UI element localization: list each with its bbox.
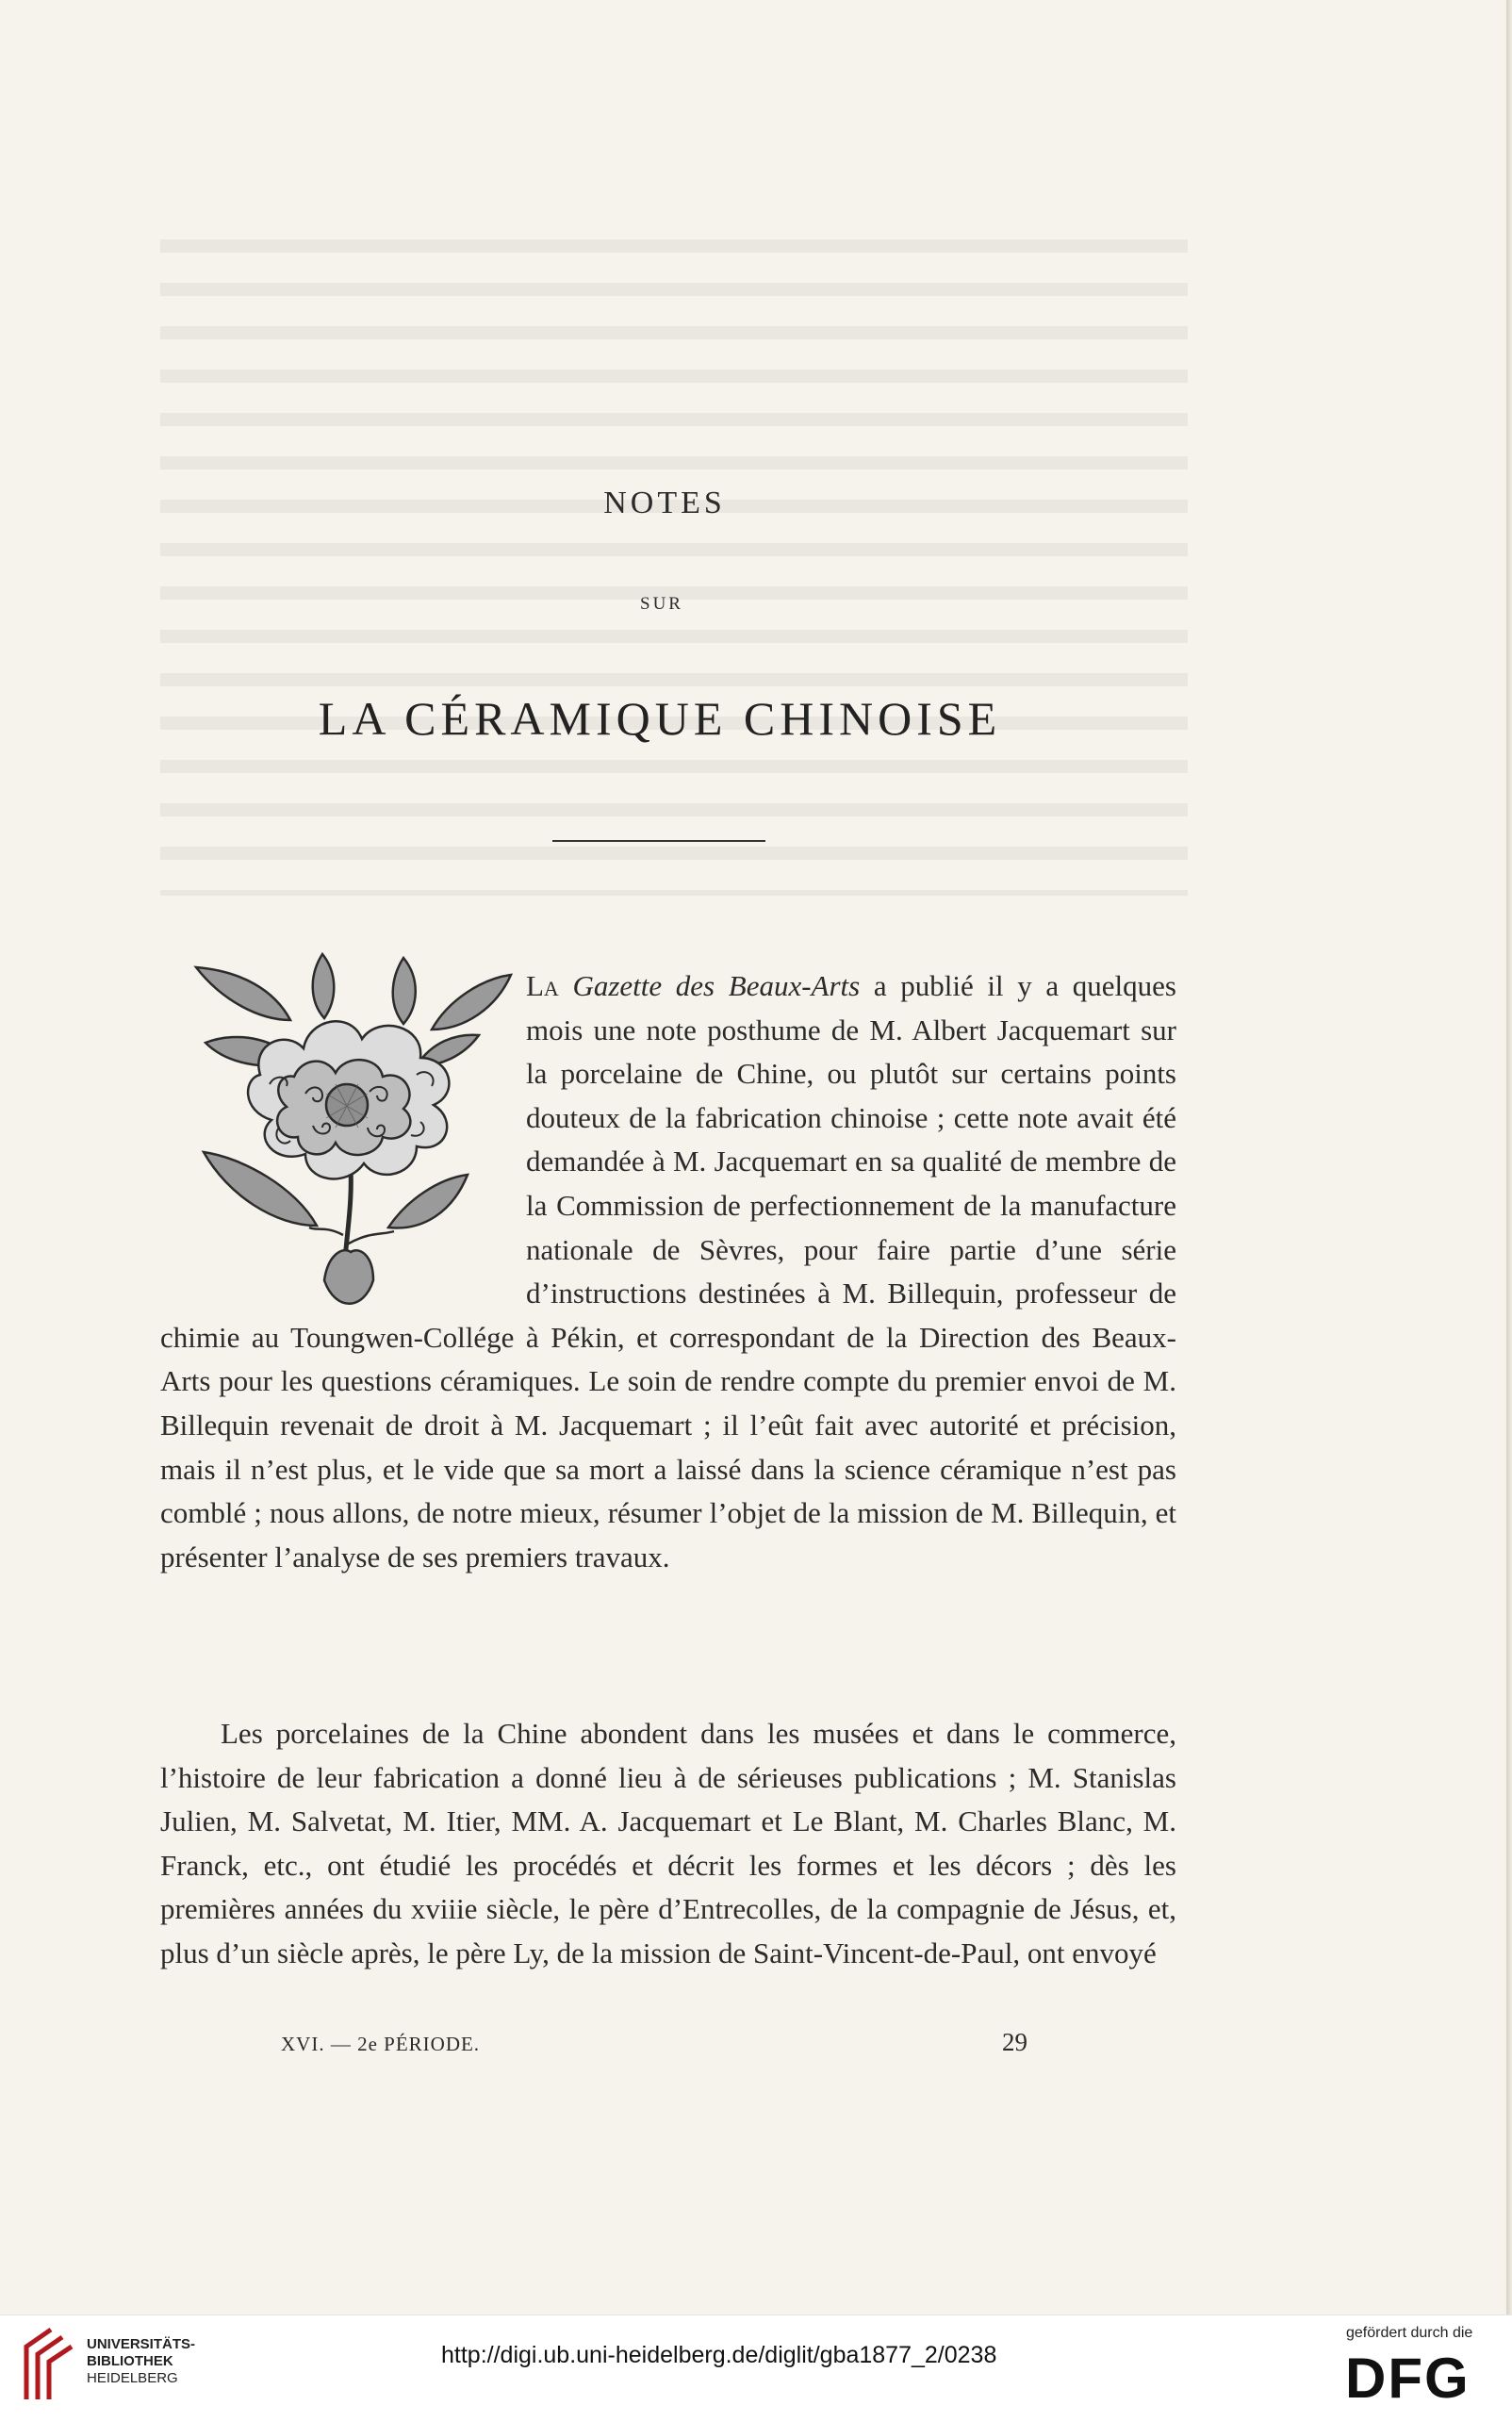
page-title: LA CÉRAMIQUE CHINOISE	[318, 692, 1002, 745]
dfg-logo: DFG	[1345, 2347, 1471, 2410]
journal-title: Gazette des Beaux-Arts	[572, 969, 861, 1002]
library-logo-icon	[17, 2324, 75, 2405]
volume-footer: XVI. — 2e PÉRIODE.	[281, 2033, 481, 2055]
paragraph-intro	[160, 964, 1176, 1579]
dropcap-word: La	[526, 969, 559, 1002]
title-notes: NOTES	[603, 486, 726, 520]
page-edge	[1506, 0, 1512, 2315]
title-rule	[552, 840, 765, 842]
bleed-through-texture	[160, 217, 1188, 896]
page-number: 29	[1002, 2028, 1027, 2056]
dfg-caption: gefördert durch die	[1346, 2325, 1473, 2341]
title-sur: SUR	[640, 594, 683, 614]
paragraph-second: Les porcelaines de la Chine abondent dans les musées et dans le commerce, l’histoire de leur fabrication a donné lieu à de sérieuses publications ; M. Stanislas Julien, M. Salvetat, M. Itier, MM. A. Jacquemart et Le Blant, M. Charles Blanc, M. Franck, etc., ont étudié les procédés et décrit les formes et les décors ; dès les premières années du xviiie siècle, le père d’Entrecolles, de la compagnie de Jésus, et, plus d’un siècle après, le père Ly, de la mission de Saint-Vincent-de-Paul, ont envoyé	[160, 1717, 1176, 1969]
source-url-link[interactable]: http://digi.ub.uni-heidelberg.de/diglit/gba1877_2/0238	[441, 2342, 997, 2368]
library-name	[87, 2336, 195, 2387]
paragraph-intro-text: a publié il y a quelques mois une note posthume de M. Albert Jacquemart sur la porcelaine de Chine, ou plutôt sur certains points douteux de la fabrication chinoise ; cette note avait été demandée à M. Jacquemart en sa qualité de membre de la Commission de perfectionnement de la manufacture nationale de Sèvres, pour faire partie d’une série d’instructions destinées à M. Billequin, professeur de chimie au Toungwen-Collége à Pékin, et correspondant de la Direction des Beaux-Arts pour les questions céramiques. Le soin de rendre compte du premier envoi de M. Billequin revenait de droit à M. Jacquemart ; il l’eût fait avec autorité et précision, mais il n’est plus, et le vide que sa mort a laissé dans la science céramique n’est pas comblé ; nous allons, de notre mieux, résumer l’objet de la mission de M. Billequin, et présenter l’analyse de ses premiers travaux.	[160, 969, 1176, 1573]
ornament-float-space	[160, 964, 526, 1313]
library-name-line3: HEIDELBERG	[87, 2370, 178, 2386]
library-name-line1: UNIVERSITÄTS-	[87, 2336, 196, 2352]
library-name-line2: BIBLIOTHEK	[87, 2353, 173, 2369]
